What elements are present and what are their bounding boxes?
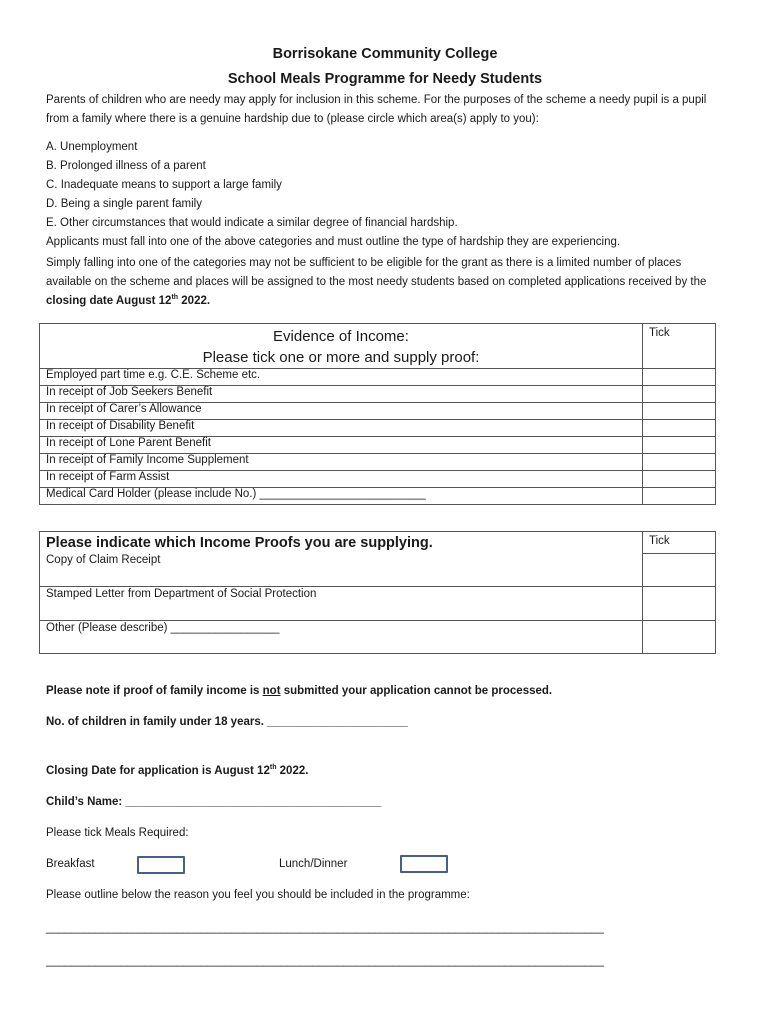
proof-row-label: Other (Please describe) _________________ bbox=[40, 621, 643, 654]
school-name: Borrisokane Community College bbox=[272, 46, 498, 62]
category-b[interactable]: B. Prolonged illness of a parent bbox=[46, 160, 206, 172]
programme-title: School Meals Programme for Needy Students bbox=[227, 71, 543, 87]
category-a[interactable]: A. Unemployment bbox=[46, 141, 138, 153]
income-row-label: In receipt of Disability Benefit bbox=[40, 420, 643, 437]
breakfast-checkbox[interactable] bbox=[137, 856, 185, 874]
income-tick-cell[interactable] bbox=[643, 488, 716, 505]
lunch-checkbox[interactable] bbox=[400, 855, 448, 873]
income-row-label: In receipt of Carer’s Allowance bbox=[40, 403, 643, 420]
lunch-label: Lunch/Dinner bbox=[279, 858, 348, 870]
requirement-text: Applicants must fall into one of the above categories and must outline the type of hardship they are experiencing. bbox=[46, 236, 621, 248]
category-c[interactable]: C. Inadequate means to support a large family bbox=[46, 179, 282, 191]
income-row-label: In receipt of Family Income Supplement bbox=[40, 454, 643, 471]
category-d[interactable]: D. Being a single parent family bbox=[46, 198, 202, 210]
income-row-label: In receipt of Farm Assist bbox=[40, 471, 643, 488]
breakfast-label: Breakfast bbox=[46, 858, 95, 870]
income-tick-cell[interactable] bbox=[643, 403, 716, 420]
eligibility-paragraph bbox=[46, 254, 726, 311]
income-row-label: In receipt of Lone Parent Benefit bbox=[40, 437, 643, 454]
reason-prompt: Please outline below the reason you feel you should be included in the programme: bbox=[46, 889, 470, 901]
meals-prompt: Please tick Meals Required: bbox=[46, 827, 189, 839]
proof-row-label: Stamped Letter from Department of Social Protection bbox=[40, 587, 643, 621]
eligibility-text: Simply falling into one of the categories may not be sufficient to be eligible for the grant as there is a limited number of places available on the scheme and places will be assigned to the most needy students based on completed applications received by the bbox=[46, 257, 707, 288]
income-tick-cell[interactable] bbox=[643, 369, 716, 386]
proof-tick-cell[interactable] bbox=[643, 621, 716, 654]
intro-paragraph: Parents of children who are needy may apply for inclusion in this scheme. For the purposes of the scheme a needy pupil is a pupil from a family where there is a genuine hardship due to (please circle which area(s) apply to you): bbox=[46, 94, 707, 125]
income-row-label: Employed part time e.g. C.E. Scheme etc. bbox=[40, 369, 643, 386]
income-tick-cell[interactable] bbox=[643, 386, 716, 403]
closing-date: Closing Date for application is August 12th 2022. bbox=[46, 764, 309, 777]
income-table bbox=[39, 323, 716, 505]
income-row-label: Medical Card Holder (please include No.) __________________________ bbox=[40, 488, 643, 505]
reason-line-1[interactable]: __________________________________________________________________________________________ bbox=[46, 922, 604, 934]
income-row-label: In receipt of Job Seekers Benefit bbox=[40, 386, 643, 403]
income-tick-header: Tick bbox=[643, 324, 716, 369]
eligibility-closing-date: closing date August 12th 2022. bbox=[46, 294, 211, 307]
child-name-field[interactable]: Child’s Name: ________________________________________ bbox=[46, 796, 382, 808]
proof-note: Please note if proof of family income is not submitted your application cannot be processed. bbox=[46, 685, 553, 697]
proof-table bbox=[39, 531, 716, 654]
income-tick-cell[interactable] bbox=[643, 454, 716, 471]
proof-tick-header: Tick bbox=[643, 532, 716, 554]
income-tick-cell[interactable] bbox=[643, 471, 716, 488]
proof-table-heading: Please indicate which Income Proofs you are supplying. bbox=[40, 532, 643, 554]
proof-tick-cell[interactable] bbox=[643, 554, 716, 587]
income-table-heading: Evidence of Income: Please tick one or more and supply proof: bbox=[40, 324, 643, 369]
reason-line-2[interactable]: __________________________________________________________________________________________ bbox=[46, 955, 604, 967]
proof-tick-cell[interactable] bbox=[643, 587, 716, 621]
category-e[interactable]: E. Other circumstances that would indicate a similar degree of financial hardship. bbox=[46, 217, 458, 229]
income-tick-cell[interactable] bbox=[643, 437, 716, 454]
children-count-field[interactable]: No. of children in family under 18 years. ______________________ bbox=[46, 716, 408, 728]
income-tick-cell[interactable] bbox=[643, 420, 716, 437]
proof-row-label: Copy of Claim Receipt bbox=[40, 554, 643, 587]
